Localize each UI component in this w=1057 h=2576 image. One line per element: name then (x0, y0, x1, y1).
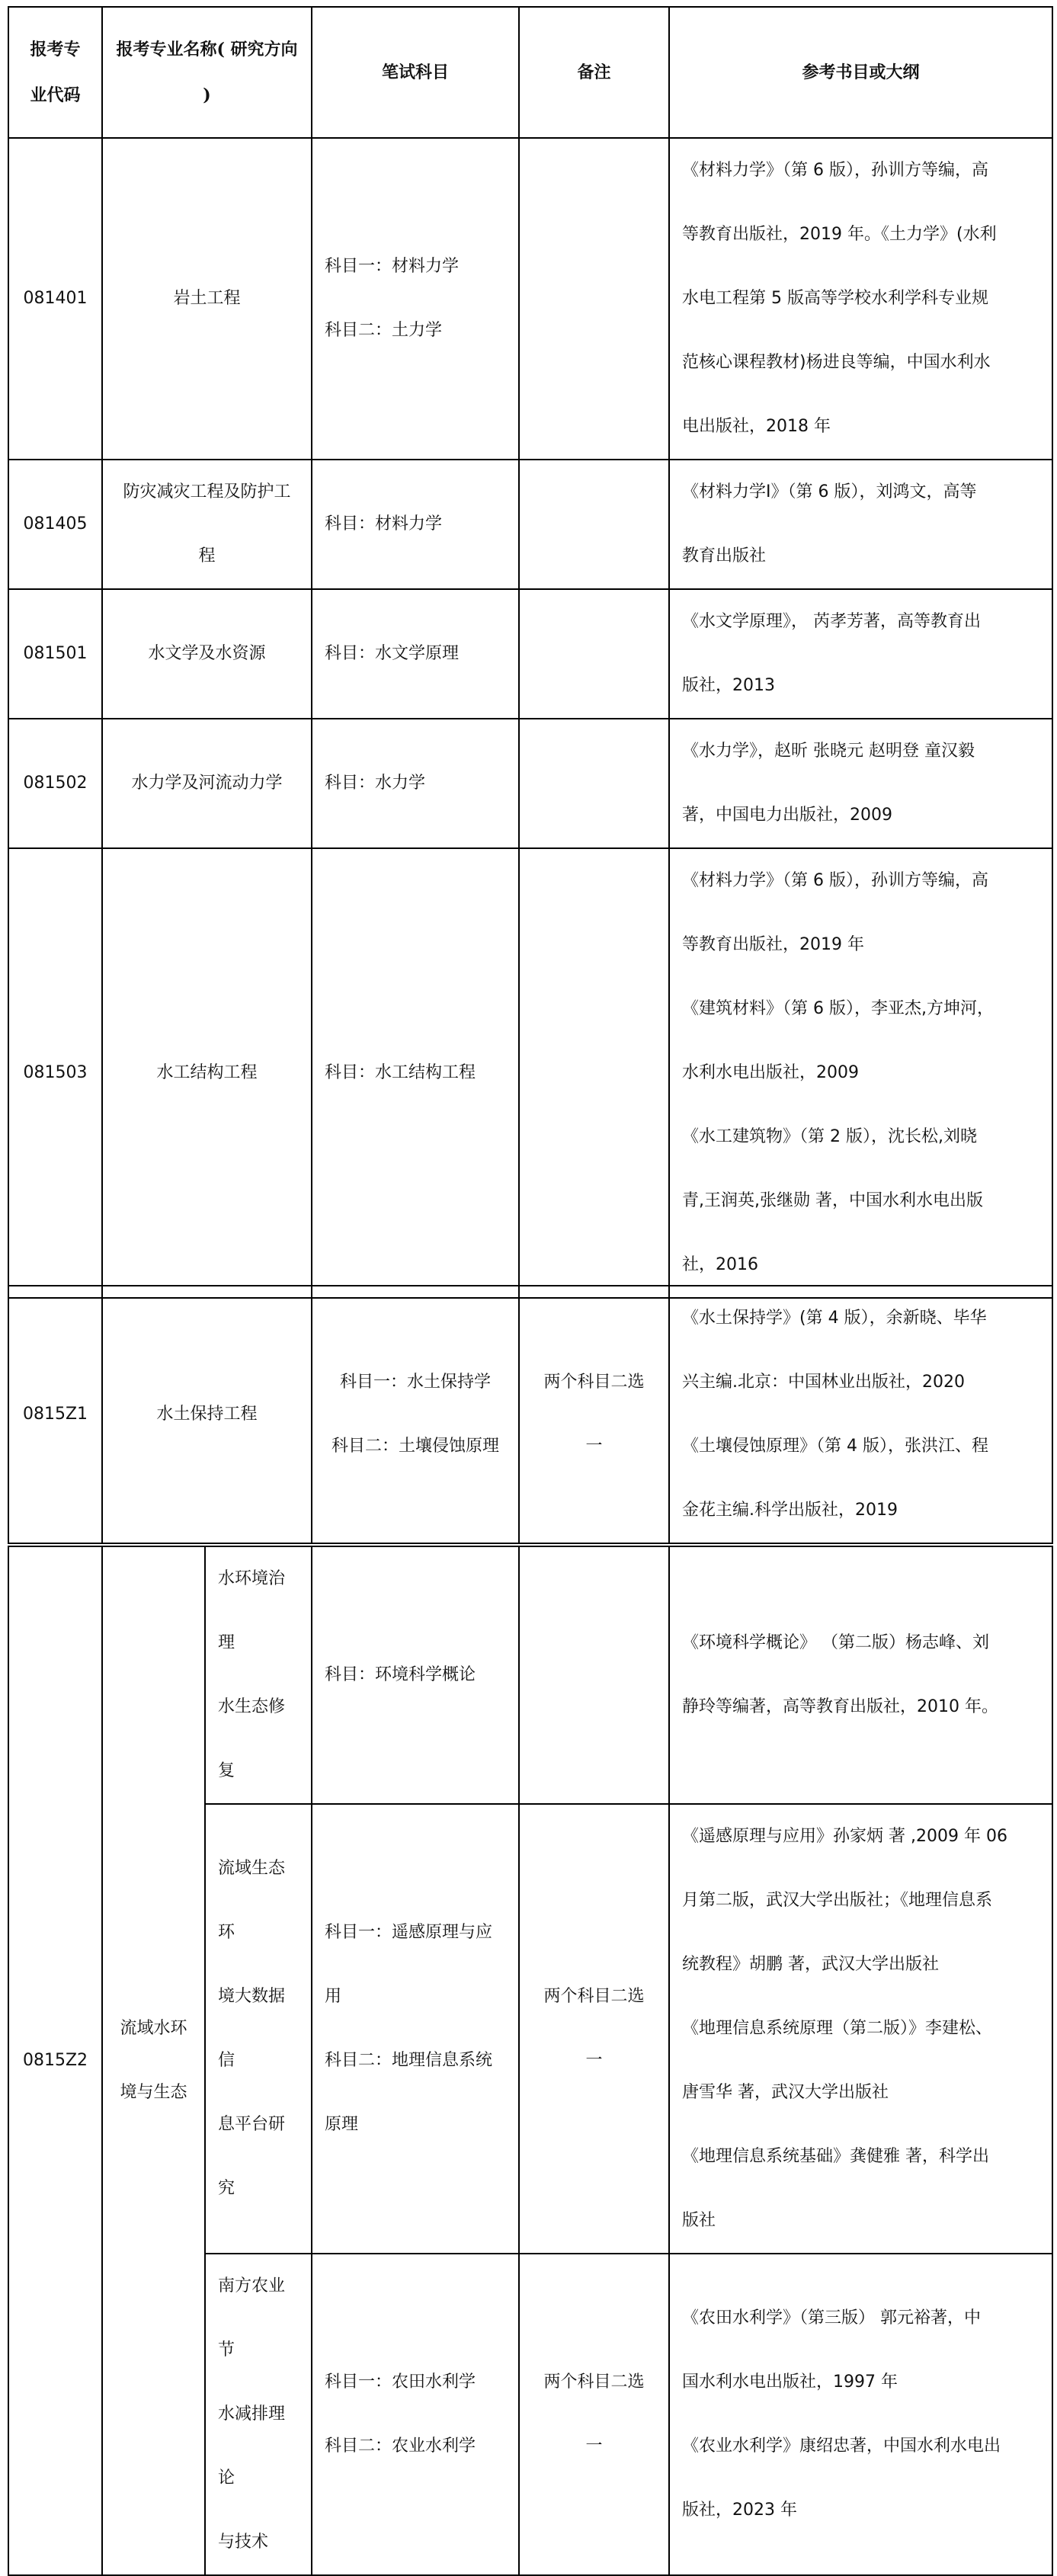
reference-books (669, 848, 1052, 1298)
table-row (8, 1286, 1052, 1543)
reference-books-line: 版社，2023 年 (682, 2501, 797, 2520)
research-direction-line: 水生态修复 (218, 1697, 286, 1780)
table-row (8, 1546, 1052, 1804)
reference-books-line: 《建筑材料》（第 6 版），李亚杰,方坤河， (682, 999, 994, 1018)
remark (519, 848, 669, 1298)
remark (519, 589, 669, 719)
table-row (8, 138, 1052, 460)
reference-books-line: 范核心课程教材)杨进良等编，中国水利水 (682, 353, 991, 372)
exam-subjects-line: 科目一：水土保持学 (339, 1373, 491, 1392)
remark-line: 两个科目二选 (543, 1373, 645, 1392)
reference-books-line: 《水工建筑物》（第 2 版），沈长松,刘晓 (682, 1127, 977, 1146)
exam-subjects (312, 1546, 519, 1804)
major-code: 081405 (8, 460, 102, 589)
reference-books-line: 《地理信息系统基础》龚健雅 著，科学出 (682, 2147, 989, 2166)
reference-books-line: 静玲等编著，高等教育出版社，2010 年。 (682, 1697, 998, 1716)
reference-books-line: 《水力学》，赵昕 张晓元 赵明登 童汉毅 (682, 742, 975, 761)
reference-books-line: 教育出版社 (682, 546, 767, 566)
reference-books-line: 电出版社，2018 年 (682, 417, 831, 436)
exam-subjects (312, 1286, 519, 1543)
exam-subjects-line: 科目：水力学 (325, 774, 426, 793)
header-ref: 参考书目或大纲 (669, 7, 1052, 138)
major-code: 081503 (8, 848, 102, 1298)
header-code-line: 业代码 (30, 85, 81, 105)
reference-books-line: 统教程》胡鹏 著，武汉大学出版社 (682, 1955, 939, 1974)
exam-subjects (312, 1804, 519, 2254)
reference-books-line: 水电工程第 5 版高等学校水利学科专业规 (682, 289, 988, 308)
reference-books (669, 138, 1052, 460)
table-row (8, 589, 1052, 719)
table-row (8, 848, 1052, 1298)
admission-table-part3 (8, 1546, 1053, 2576)
admission-table-part2 (8, 1285, 1053, 1544)
exam-subjects-line: 科目二：地理信息系统原理 (325, 2051, 493, 2134)
major-code: 0815Z1 (8, 1286, 102, 1543)
exam-subjects (312, 138, 519, 460)
major-name-line: 境与生态 (120, 2083, 187, 2102)
research-direction-line: 南方农业节 (218, 2276, 286, 2360)
exam-subjects-line: 科目二：土力学 (325, 321, 443, 340)
reference-books-line: 版社，2013 (682, 676, 775, 695)
reference-books (669, 1804, 1052, 2254)
reference-books (669, 589, 1052, 719)
remark (519, 719, 669, 848)
research-direction-line: 水环境治理 (218, 1569, 286, 1652)
reference-books (669, 719, 1052, 848)
major-name: 岩土工程 (102, 138, 312, 460)
reference-books (669, 1286, 1052, 1543)
exam-subjects-line: 科目二：农业水利学 (325, 2437, 476, 2456)
admission-table-part1 (8, 6, 1053, 1299)
major-code: 081502 (8, 719, 102, 848)
major-name: 水力学及河流动力学 (102, 719, 312, 848)
header-note: 备注 (519, 7, 669, 138)
research-direction (205, 2254, 312, 2575)
major-code: 081401 (8, 138, 102, 460)
header-code (8, 7, 102, 138)
major-code: 081501 (8, 589, 102, 719)
remark-line: 两个科目二选 (543, 2373, 645, 2392)
reference-books (669, 460, 1052, 589)
remark (519, 1286, 669, 1543)
exam-subjects-line: 科目：材料力学 (325, 514, 443, 533)
major-name: 水文学及水资源 (102, 589, 312, 719)
reference-books-line: 《环境科学概论》 （第二版）杨志峰、刘 (682, 1633, 989, 1652)
major-name-line: 流域水环 (120, 2019, 187, 2038)
reference-books-line: 《土壤侵蚀原理》（第 4 版），张洪江、程 (682, 1437, 988, 1456)
remark-line: 一 (585, 2051, 603, 2070)
exam-subjects (312, 719, 519, 848)
reference-books-line: 等教育出版社，2019 年 (682, 935, 864, 954)
exam-subjects (312, 848, 519, 1298)
major-name (102, 1546, 205, 2575)
research-direction-line: 与技术 (218, 2533, 269, 2552)
exam-subjects-line: 科目一：材料力学 (325, 257, 460, 276)
major-name: 防灾减灾工程及防护工程 (102, 460, 312, 589)
reference-books-line: 《遥感原理与应用》孙家炳 著 ,2009 年 06 (682, 1827, 1007, 1846)
reference-books-line: 《水土保持学》(第 4 版），余新晓、毕华 (682, 1309, 987, 1328)
reference-books-line: 水利水电出版社，2009 (682, 1063, 859, 1082)
remark (519, 460, 669, 589)
exam-subjects-line: 科目：水工结构工程 (325, 1063, 476, 1082)
research-direction (205, 1546, 312, 1804)
reference-books (669, 2254, 1052, 2575)
reference-books-line: 著，中国电力出版社，2009 (682, 806, 892, 825)
reference-books-line: 兴主编.北京：中国林业出版社，2020 (682, 1373, 965, 1392)
exam-subjects-line: 科目：环境科学概论 (325, 1665, 476, 1684)
reference-books-line: 《材料力学》（第 6 版），孙训方等编，高 (682, 161, 988, 180)
table-row (8, 460, 1052, 589)
research-direction-line: 水减排理论 (218, 2405, 286, 2488)
reference-books-line: 《地理信息系统原理（第二版）》李建松、 (682, 2019, 993, 2038)
reference-books-line: 《农业水利学》康绍忠著，中国水利水电出 (682, 2437, 1001, 2456)
research-direction (205, 1804, 312, 2254)
major-code: 0815Z2 (8, 1546, 102, 2575)
research-direction-line: 境大数据信 (218, 1987, 286, 2070)
remark (519, 2254, 669, 2575)
reference-books-line: 版社 (682, 2211, 716, 2230)
exam-subjects-line: 科目一：遥感原理与应用 (325, 1923, 493, 2006)
major-name: 水工结构工程 (102, 848, 312, 1298)
exam-subjects-line: 科目：水文学原理 (325, 644, 460, 663)
reference-books-line: 《水文学原理》， 芮孝芳著，高等教育出 (682, 612, 981, 631)
exam-subjects (312, 460, 519, 589)
header-exam: 笔试科目 (312, 7, 519, 138)
exam-subjects-line: 科目一：农田水利学 (325, 2373, 476, 2392)
remark (519, 138, 669, 460)
reference-books (669, 1546, 1052, 1804)
reference-books-line: 国水利水电出版社，1997 年 (682, 2373, 898, 2392)
remark-line: 两个科目二选 (543, 1987, 645, 2006)
major-name: 水土保持工程 (102, 1286, 312, 1543)
reference-books-line: 青,王润英,张继勋 著，中国水利水电出版 (682, 1191, 983, 1210)
remark-line: 一 (585, 1437, 603, 1456)
exam-subjects-line: 科目二：土壤侵蚀原理 (331, 1437, 499, 1456)
table-row (8, 719, 1052, 848)
exam-subjects (312, 2254, 519, 2575)
reference-books-line: 《农田水利学》（第三版） 郭元裕著，中 (682, 2308, 981, 2328)
reference-books-line: 《材料力学》（第 6 版），孙训方等编，高 (682, 871, 988, 890)
reference-books-line: 月第二版，武汉大学出版社；《地理信息系 (682, 1891, 993, 1910)
remark (519, 1804, 669, 2254)
header-code-line: 报考专 (30, 40, 81, 59)
header-major: 报考专业名称( 研究方向 ) (102, 7, 312, 138)
reference-books-line: 社，2016 (682, 1255, 758, 1274)
research-direction-line: 流域生态环 (218, 1859, 286, 1942)
reference-books-line: 等教育出版社，2019 年。《土力学》(水利 (682, 225, 997, 244)
exam-subjects (312, 589, 519, 719)
header-row (8, 7, 1052, 138)
reference-books-line: 《材料力学Ⅰ》（第 6 版），刘鸿文，高等 (682, 482, 977, 501)
reference-books-line: 唐雪华 著，武汉大学出版社 (682, 2083, 889, 2102)
research-direction-line: 息平台研究 (218, 2115, 286, 2198)
remark-line: 一 (585, 2437, 603, 2456)
remark (519, 1546, 669, 1804)
reference-books-line: 金花主编.科学出版社，2019 (682, 1501, 898, 1520)
